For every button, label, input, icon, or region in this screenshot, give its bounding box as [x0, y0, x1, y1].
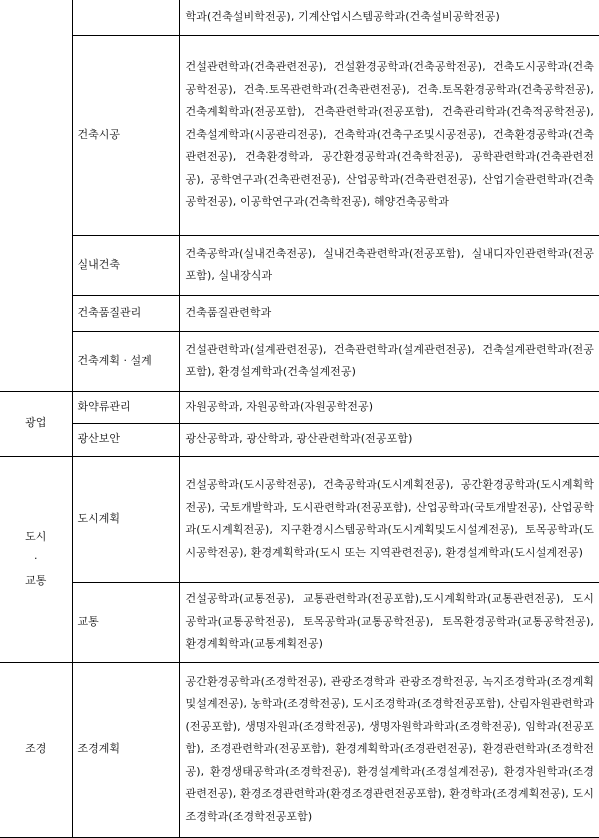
majors-cell: 건축공학과(실내건축전공), 실내건축관련학과(전공포함), 실내디자인관련학과(전공포함), 실내장식과	[179, 235, 599, 295]
sub-field-cell: 건축계획 · 설계	[72, 331, 179, 391]
sub-field-cell: 조경계획	[72, 662, 179, 837]
field-label-top: 도시	[25, 530, 47, 543]
majors-cell: 광산공학과, 광산학과, 광산관련학과(전공포함)	[179, 423, 599, 456]
sub-field-cell	[72, 0, 179, 35]
majors-cell: 건설공학과(교통전공), 교통관련학과(전공포함),도시계획학과(교통관련전공), 도시공학과(교통공학전공), 토목공학과(교통공학전공), 토목환경공학과(교통공학전공), 환경계획학과(교통계획전공)	[179, 582, 599, 662]
field-cell	[0, 456, 72, 662]
sub-field-cell: 건축시공	[72, 35, 179, 235]
sub-field-cell: 화약류관리	[72, 391, 179, 423]
field-cell: 조경	[0, 662, 72, 837]
table-row	[0, 582, 599, 662]
majors-cell: 공간환경공학과(조경학전공), 관광조경학과 관광조경학전공, 녹지조경학과(조경계획및설계전공), 농학과(조경학전공), 도시조경학과(조경학전공포함), 산림자원관련학과(전공포함), 생명자원과(조경학전공), 생명자원학과학과(조경학전공), 임학과(전공포함), 조경관련학과(전공포함), 환경계획학과(조경관련전공), 환경관련학과(조경학전공), 환경생태공학과(조경학전공), 환경설계학과(조경설계전공), 환경자원학과(조경관련전공), 환경조경관련학과(환경조경관련전공포함), 환경학과(조경계획전공), 도시조경학과(조경학전공포함)	[179, 662, 599, 837]
table-row	[0, 456, 599, 582]
table-row	[0, 235, 599, 295]
field-label-separator: ·	[34, 552, 38, 565]
sub-field-cell: 광산보안	[72, 423, 179, 456]
majors-cell: 자원공학과, 자원공학과(자원공학전공)	[179, 391, 599, 423]
majors-cell: 학과(건축설비학전공), 기계산업시스템공학과(건축설비공학전공)	[179, 0, 599, 35]
majors-cell: 건설관련학과(설계관련전공), 건축관련학과(설계관련전공), 건축설계관련학과(전공포함), 환경설계학과(건축설계전공)	[179, 331, 599, 391]
table-row	[0, 662, 599, 837]
table-row	[0, 35, 599, 235]
sub-field-cell: 실내건축	[72, 235, 179, 295]
majors-cell: 건축품질관련학과	[179, 295, 599, 331]
majors-cell: 건설관련학과(건축관련전공), 건설환경공학과(건축공학전공), 건축도시공학과(건축공학전공), 건축.토목관련학과(건축관련전공), 건축.토목환경공학과(건축공학전공), 건축계획학과(전공포함), 건축관련학과(전공포함), 건축관리학과(건축적공학전공), 건축설계학과(시공관리전공), 건축학과(건축구조및시공전공), 건축환경공학과(건축관련전공), 건축환경학과, 공간환경공학과(건축학전공), 공학관련학과(건축관련전공), 공학연구과(건축관련전공), 산업공학과(건축관련전공), 산업기술관련학과(건축공학전공), 이공학연구과(건축학전공), 해양건축공학과	[179, 35, 599, 235]
sub-field-cell: 도시계획	[72, 456, 179, 582]
table-row	[0, 391, 599, 423]
table-row	[0, 423, 599, 456]
table-row	[0, 0, 599, 35]
table-row	[0, 331, 599, 391]
sub-field-cell: 건축품질관리	[72, 295, 179, 331]
table-row	[0, 295, 599, 331]
field-cell: 광업	[0, 391, 72, 456]
sub-field-cell: 교통	[72, 582, 179, 662]
majors-cell: 건설공학과(도시공학전공), 건축공학과(도시계획전공), 공간환경공학과(도시계획학전공), 국토개발학과, 도시관련학과(전공포함), 산업공학과(국토개발전공), 산업공학과(도시계획전공), 지구환경시스템공학과(도시계획및도시설계전공), 토목공학과(도시공학전공), 환경계획학과(도시 또는 지역관련전공), 환경설계학과(도시설계전공)	[179, 456, 599, 582]
field-cell-architecture	[0, 0, 72, 391]
field-label-bottom: 교통	[25, 574, 47, 587]
